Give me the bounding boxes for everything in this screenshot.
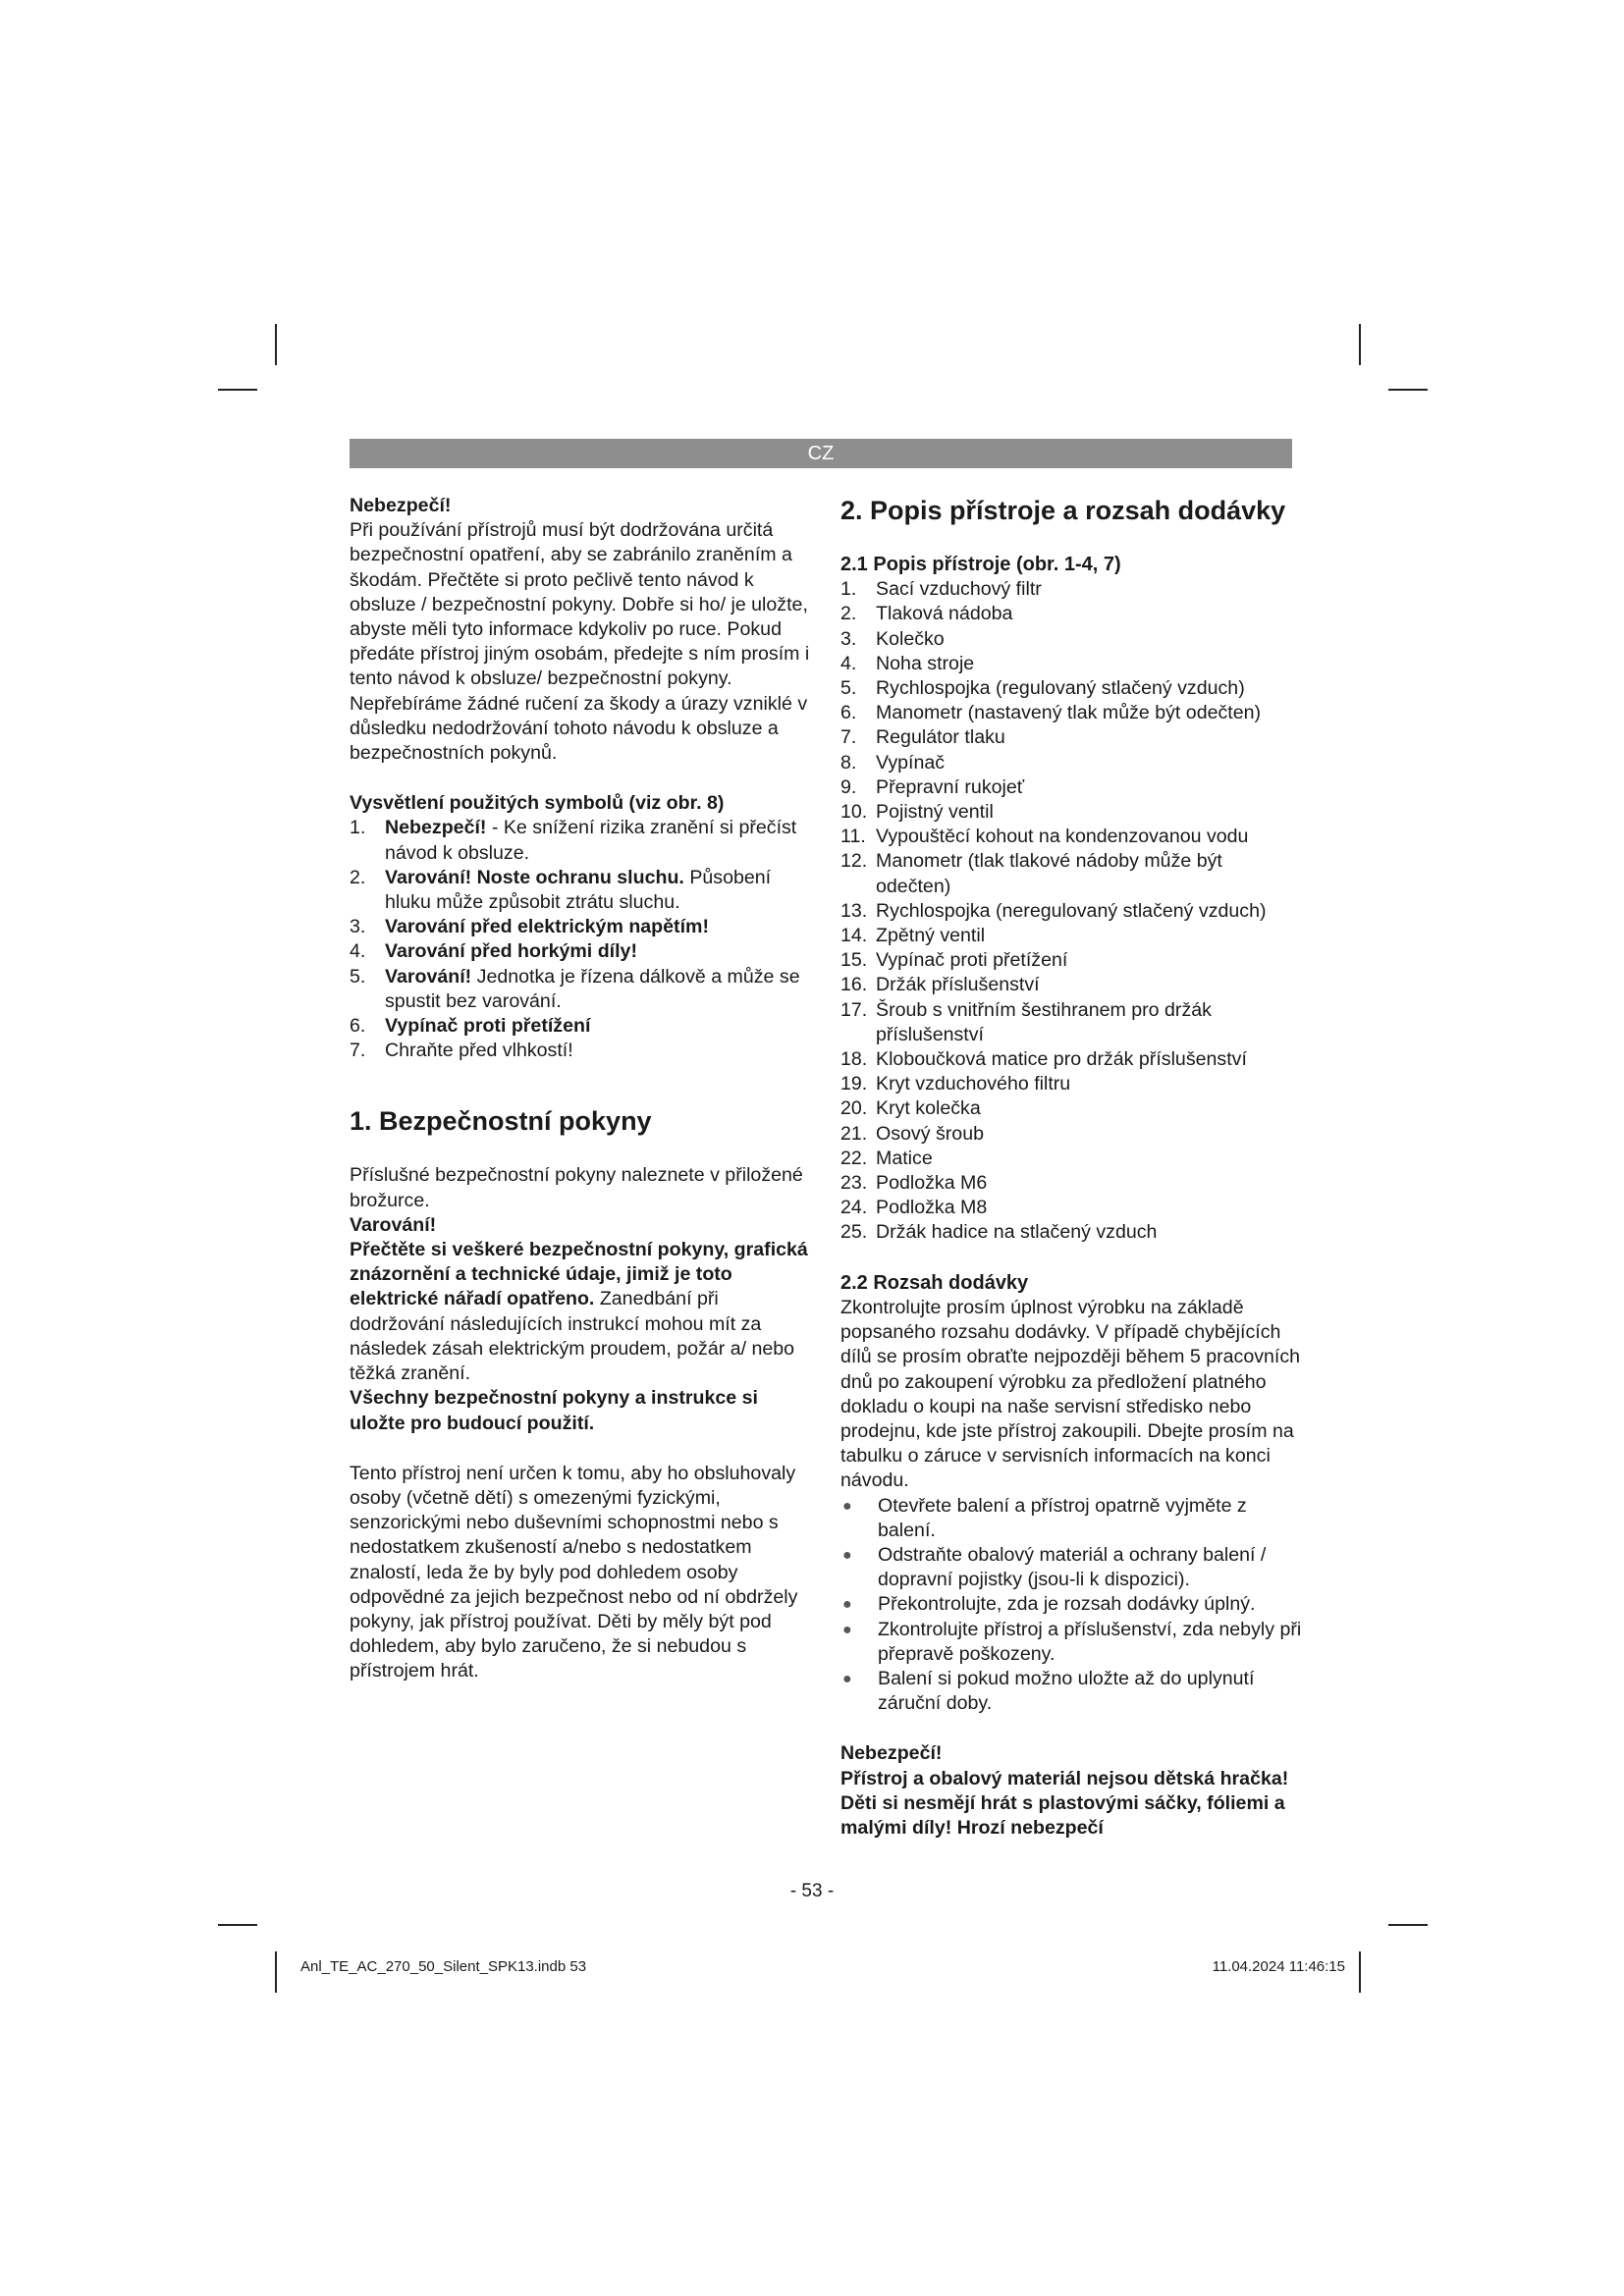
part-item xyxy=(840,948,1302,973)
symbol-bold-text: Vypínač proti přetížení xyxy=(385,1015,591,1038)
part-number: 7. xyxy=(840,726,857,749)
symbol-bold-text: Varování před horkými díly! xyxy=(385,940,637,963)
parts-list xyxy=(840,577,1302,1245)
part-item xyxy=(840,1147,1302,1171)
part-number: 16. xyxy=(840,974,868,996)
part-item xyxy=(840,849,1302,898)
symbol-bold-text: Varování před elektrickým napětím! xyxy=(385,916,709,938)
delivery-checklist xyxy=(840,1494,1302,1717)
section-2-title: 2. Popis přístroje a rozsah dodávky xyxy=(840,496,1286,525)
part-label: Vypínač xyxy=(876,751,946,774)
part-item xyxy=(840,1220,1302,1245)
part-label: Kloboučková matice pro držák příslušenství xyxy=(876,1048,1247,1071)
warning-paragraph xyxy=(350,1238,811,1386)
checklist-text: Otevřete balení a přístroj opatrně vyjměte z balení. xyxy=(878,1494,1247,1541)
part-number: 13. xyxy=(840,899,868,922)
part-item xyxy=(840,800,1302,825)
warning-text: Zanedbání při dodržování následujících instrukcí mohou mít za následek zásah elektrickým proudem, požár a/ nebo těžká zranění. xyxy=(350,1288,795,1385)
symbol-number: 4. xyxy=(350,940,366,963)
crop-mark xyxy=(1388,389,1428,391)
symbol-bold-text: Varování! Noste ochranu sluchu. xyxy=(385,866,684,888)
part-label: Vypouštěcí kohout na kondenzovanou vodu xyxy=(876,826,1249,848)
checklist-text: Balení si pokud možno uložte až do uplynutí záruční doby. xyxy=(878,1667,1255,1715)
checklist-item xyxy=(840,1592,1302,1617)
symbol-text: Působení hluku může způsobit ztrátu sluchu. xyxy=(385,866,772,914)
symbol-item xyxy=(350,816,811,865)
part-label: Přepravní rukojeť xyxy=(876,775,1025,798)
part-label: Šroub s vnitřním šestihranem pro držák příslušenství xyxy=(876,998,1212,1045)
part-label: Držák hadice na stlačený vzduch xyxy=(876,1221,1158,1244)
footer-datetime: 11.04.2024 11:46:15 xyxy=(1212,1958,1345,1975)
checklist-text: Překontrolujte, zda je rozsah dodávky úplný. xyxy=(878,1593,1256,1616)
part-number: 3. xyxy=(840,627,857,650)
part-item xyxy=(840,1122,1302,1147)
part-label: Pojistný ventil xyxy=(876,801,994,824)
checklist-item xyxy=(840,1543,1302,1592)
symbol-number: 5. xyxy=(350,965,366,988)
left-column xyxy=(350,494,811,1684)
part-item xyxy=(840,676,1302,701)
part-label: Podložka M6 xyxy=(876,1172,988,1195)
bullet-icon: ● xyxy=(842,1621,852,1638)
part-number: 25. xyxy=(840,1221,868,1244)
bullet-icon: ● xyxy=(842,1546,852,1564)
right-column xyxy=(840,494,1302,1841)
part-label: Zpětný ventil xyxy=(876,925,986,947)
warning-heading: Varování! xyxy=(350,1213,437,1236)
part-item xyxy=(840,701,1302,725)
part-number: 20. xyxy=(840,1097,868,1120)
keep-instructions-text: Všechny bezpečnostní pokyny a instrukce si uložte pro budoucí použití. xyxy=(350,1387,758,1434)
crop-mark xyxy=(275,1951,277,1993)
subsection-2-2-title: 2.2 Rozsah dodávky xyxy=(840,1271,1029,1294)
symbol-number: 1. xyxy=(350,817,366,839)
symbol-item xyxy=(350,915,811,939)
delivery-paragraph: Zkontrolujte prosím úplnost výrobku na základě popsaného rozsahu dodávky. V případě chybějících dílů se prosím obraťte nejpozději během 5 pracovních dnů po zakoupení výrobku za předložení platného dokladu o koupi na naše servisní středisko nebo prodejnu, kde jste přístroj zakoupili. Dbejte prosím na tabulku o záruce v servisních informacích na konci návodu. xyxy=(840,1296,1301,1492)
checklist-text: Zkontrolujte přístroj a příslušenství, zda nebyly při přepravě poškozeny. xyxy=(878,1618,1302,1665)
crop-mark xyxy=(1388,1924,1428,1926)
warning-bold-text: Přečtěte si veškeré bezpečnostní pokyny, grafická znázornění a technické údaje, jimiž je toto elektrické nářadí opatřeno. xyxy=(350,1239,808,1310)
part-item xyxy=(840,725,1302,750)
checklist-item xyxy=(840,1667,1302,1716)
language-header-bar xyxy=(350,439,1292,468)
part-label: Kolečko xyxy=(876,627,945,650)
crop-mark xyxy=(275,324,277,365)
danger-paragraph: Při používání přístrojů musí být dodržována určitá bezpečnostní opatření, aby se zabránilo zraněním a škodám. Přečtěte si proto pečlivě tento návod k obsluze / bezpečnostní pokyny. Dobře si ho/ je uložte, abyste měli tyto informace kdykoliv po ruce. Pokud předáte přístroj jiným osobám, předejte s ním prosím i tento návod k obsluze/ bezpečnostní pokyny. Nepřebíráme žádné ručení za škody a úrazy vzniklé v důsledku nedodržování tohoto návodu k obsluze a bezpečnostních pokynů. xyxy=(350,519,810,765)
part-number: 12. xyxy=(840,850,868,873)
part-label: Noha stroje xyxy=(876,652,975,674)
part-label: Rychlospojka (regulovaný stlačený vzduch) xyxy=(876,677,1245,700)
part-number: 5. xyxy=(840,677,857,700)
checklist-text: Odstraňte obalový materiál a ochrany balení / dopravní pojistky (jsou-li k dispozici). xyxy=(878,1543,1267,1591)
part-label: Rychlospojka (neregulovaný stlačený vzduch) xyxy=(876,899,1267,922)
part-number: 4. xyxy=(840,652,857,674)
part-item xyxy=(840,973,1302,997)
part-number: 17. xyxy=(840,998,868,1021)
part-label: Regulátor tlaku xyxy=(876,726,1005,749)
part-item xyxy=(840,602,1302,626)
section-1-intro: Příslušné bezpečnostní pokyny naleznete v přiložené brožurce. xyxy=(350,1164,803,1211)
part-label: Tlaková nádoba xyxy=(876,603,1013,625)
part-number: 23. xyxy=(840,1172,868,1195)
footer-filename: Anl_TE_AC_270_50_Silent_SPK13.indb 53 xyxy=(300,1958,587,1975)
part-label: Kryt vzduchového filtru xyxy=(876,1073,1071,1095)
crop-mark xyxy=(218,389,257,391)
symbol-number: 3. xyxy=(350,916,366,938)
part-number: 8. xyxy=(840,751,857,774)
part-label: Vypínač proti přetížení xyxy=(876,949,1068,972)
symbol-text: Jednotka je řízena dálkově a může se spustit bez varování. xyxy=(385,965,800,1012)
part-item xyxy=(840,998,1302,1047)
part-number: 21. xyxy=(840,1122,868,1145)
danger-paragraph-2: Přístroj a obalový materiál nejsou dětská hračka! Děti si nesmějí hrát s plastovými sáčky, fóliemi a malými díly! Hrozí nebezpečí xyxy=(840,1767,1289,1839)
symbol-text: - Ke snížení rizika zranění si přečíst návod k obsluze. xyxy=(385,817,797,864)
crop-mark xyxy=(1359,324,1361,365)
part-item xyxy=(840,1096,1302,1121)
part-number: 14. xyxy=(840,925,868,947)
part-item xyxy=(840,924,1302,948)
part-number: 22. xyxy=(840,1147,868,1169)
symbol-item xyxy=(350,1014,811,1039)
part-number: 10. xyxy=(840,801,868,824)
symbol-number: 2. xyxy=(350,866,366,888)
part-label: Kryt kolečka xyxy=(876,1097,981,1120)
part-item xyxy=(840,1196,1302,1220)
symbols-list xyxy=(350,816,811,1063)
crop-mark xyxy=(218,1924,257,1926)
checklist-item xyxy=(840,1494,1302,1543)
symbol-item xyxy=(350,939,811,964)
part-label: Držák příslušenství xyxy=(876,974,1040,996)
symbol-bold-text: Varování! xyxy=(385,965,472,988)
checklist-item xyxy=(840,1618,1302,1667)
part-number: 9. xyxy=(840,775,857,798)
part-number: 18. xyxy=(840,1048,868,1071)
part-item xyxy=(840,652,1302,676)
part-number: 2. xyxy=(840,603,857,625)
part-item xyxy=(840,1072,1302,1096)
part-item xyxy=(840,775,1302,800)
part-item xyxy=(840,627,1302,652)
symbol-item xyxy=(350,1039,811,1063)
danger-heading-2: Nebezpečí! xyxy=(840,1742,943,1765)
part-number: 11. xyxy=(840,826,866,848)
part-label: Manometr (nastavený tlak může být odečten) xyxy=(876,702,1262,724)
symbol-bold-text: Nebezpečí! xyxy=(385,817,487,839)
part-label: Sací vzduchový filtr xyxy=(876,578,1042,601)
part-item xyxy=(840,825,1302,849)
symbols-heading: Vysvětlení použitých symbolů (viz obr. 8) xyxy=(350,792,725,815)
symbol-text: Chraňte před vlhkostí! xyxy=(385,1040,573,1062)
bullet-icon: ● xyxy=(842,1596,852,1614)
danger-heading: Nebezpečí! xyxy=(350,495,452,516)
symbol-number: 6. xyxy=(350,1015,366,1038)
part-item xyxy=(840,1047,1302,1072)
subsection-2-1-title: 2.1 Popis přístroje (obr. 1-4, 7) xyxy=(840,554,1121,575)
part-label: Podložka M8 xyxy=(876,1197,988,1219)
part-number: 6. xyxy=(840,702,857,724)
bullet-icon: ● xyxy=(842,1670,852,1687)
part-label: Matice xyxy=(876,1147,933,1169)
persons-paragraph: Tento přístroj není určen k tomu, aby ho obsluhovaly osoby (včetně dětí) s omezenými fyzickými, senzorickými nebo duševními schopnostmi nebo s nedostatkem zkušeností a/nebo s nedostatkem znalostí, leda že by byly pod dohledem osoby odpovědné za jejich bezpečnost nebo od ní obdržely pokyny, jak přístroj používat. Děti by měly být pod dohledem, aby bylo zaručeno, že si nebudou s přístrojem hrát. xyxy=(350,1462,798,1682)
part-item xyxy=(840,1171,1302,1196)
symbol-item xyxy=(350,866,811,915)
part-label: Osový šroub xyxy=(876,1122,984,1145)
part-number: 1. xyxy=(840,578,857,601)
part-number: 15. xyxy=(840,949,868,972)
bullet-icon: ● xyxy=(842,1497,852,1515)
page-number: - 53 - xyxy=(789,1881,835,1901)
part-label: Manometr (tlak tlakové nádoby může být odečten) xyxy=(876,850,1222,897)
symbol-item xyxy=(350,965,811,1014)
part-number: 19. xyxy=(840,1073,868,1095)
part-item xyxy=(840,751,1302,775)
part-item xyxy=(840,899,1302,924)
part-number: 24. xyxy=(840,1197,868,1219)
part-item xyxy=(840,577,1302,602)
symbol-number: 7. xyxy=(350,1040,366,1062)
language-code: CZ xyxy=(807,443,835,464)
crop-mark xyxy=(1359,1951,1361,1993)
section-1-title: 1. Bezpečnostní pokyny xyxy=(350,1106,652,1137)
